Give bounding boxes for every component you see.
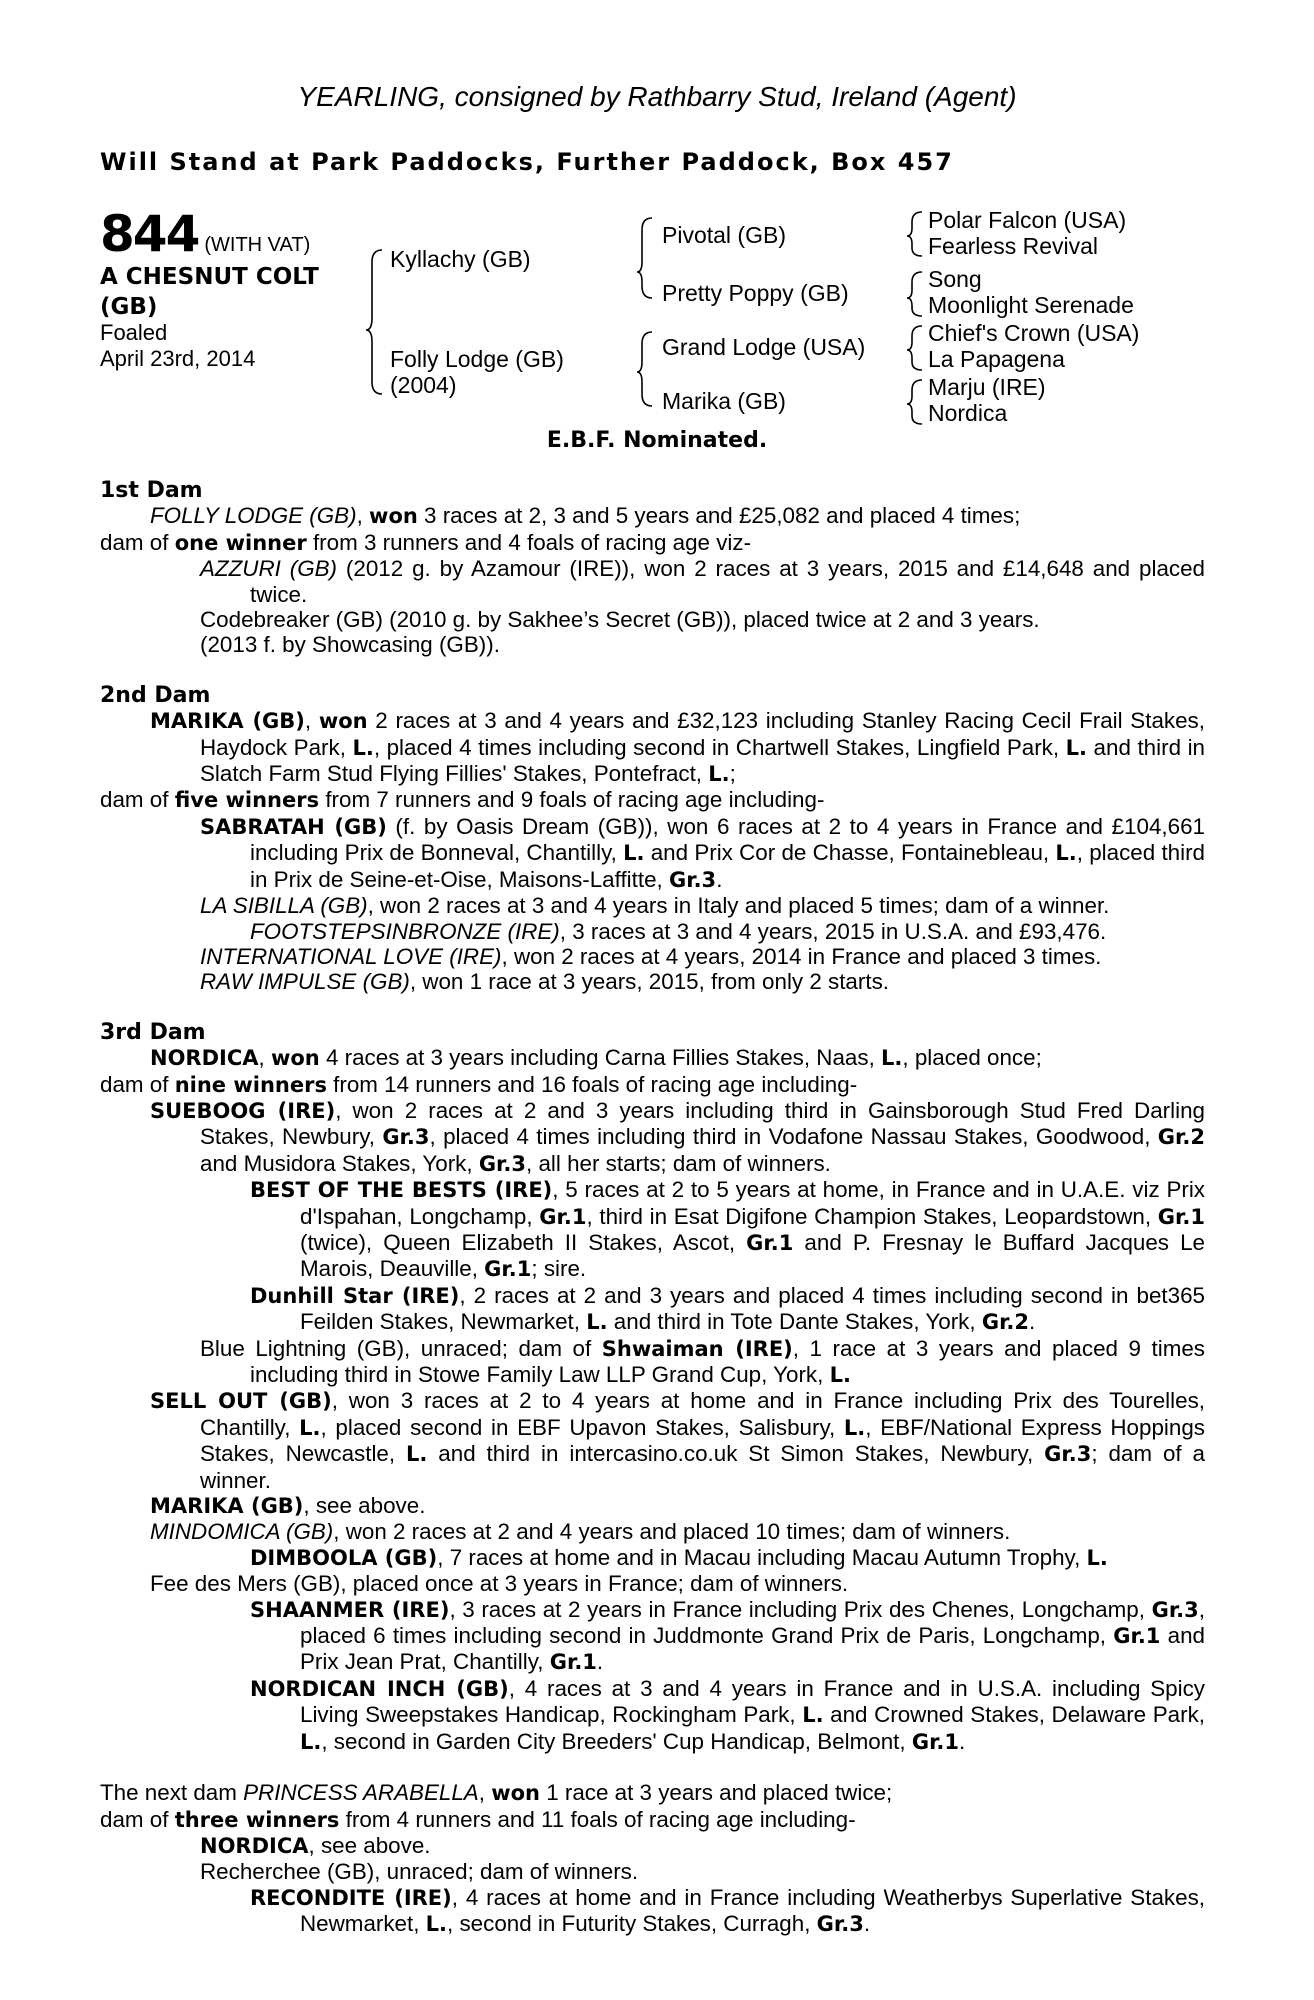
text: . (1029, 1309, 1036, 1335)
produce-entry (100, 1676, 1205, 1755)
produce-entry (100, 1519, 1205, 1544)
text: (2012 g. by Azamour (IRE)), won 2 races at 3 years, 2015 and £14,648 and placed twice. (250, 556, 1205, 607)
text: Blue Lightning (GB), unraced; dam of (200, 1335, 602, 1361)
text: from 3 runners and 4 foals of racing age viz- (306, 529, 752, 555)
text: ; sire. (531, 1256, 587, 1282)
group-label: Gr.3 (1044, 1442, 1092, 1467)
produce-entry (100, 1493, 1205, 1519)
next-dam-summary (100, 1780, 1205, 1806)
text: dam of (100, 1806, 175, 1832)
produce-entry (100, 944, 1205, 969)
won-label: won (270, 1046, 320, 1071)
dam-sire: Grand Lodge (USA) (662, 334, 866, 360)
second-dam-produce-line (100, 787, 1205, 813)
listed-label: L. (708, 762, 730, 787)
text: , see above. (303, 1493, 426, 1519)
text: 1 race at 3 years and placed twice; (539, 1780, 893, 1806)
marika-brace (907, 380, 922, 424)
dam-brace (637, 332, 652, 406)
listed-label: L. (352, 735, 374, 760)
text: and third in Tote Dante Stakes, York, (607, 1309, 982, 1335)
text: dam of (100, 1071, 175, 1097)
text: , placed 6 times including second in Juddmonte Grand Prix de Paris, Longchamp, (300, 1596, 1206, 1649)
listed-label: L. (300, 1729, 322, 1754)
text: ; dam of a winner. (200, 1441, 1206, 1493)
produce-entry (100, 1545, 1205, 1571)
produce-entry (100, 893, 1205, 918)
text: . (596, 1649, 604, 1675)
text: , third in Esat Digifone Champion Stakes, Leopardstown, (586, 1203, 1158, 1229)
text: , 3 races at 3 and 4 years, 2015 in U.S.A. and £93,476. (559, 918, 1107, 944)
sire-name: Kyllachy (GB) (390, 246, 531, 272)
listed-label: L. (299, 1415, 321, 1440)
listed-label: L. (802, 1703, 824, 1728)
horse-name: NORDICA (200, 1833, 309, 1858)
horse-name: SABRATAH (GB) (200, 814, 387, 839)
produce-entry (100, 1283, 1205, 1336)
text: , won 2 races at 2 and 4 years and placed 10 times; dam of winners. (333, 1519, 1011, 1545)
ebf-nomination: E.B.F. Nominated. (546, 428, 768, 453)
horse-name: LA SIBILLA (GB) (200, 893, 368, 919)
foaled-label: Foaled (100, 320, 168, 345)
text: , second in Garden City Breeders' Cup Handicap, Belmont, (321, 1728, 912, 1754)
text: , won 2 races at 2 and 3 years including third in Gainsborough Stud Fred Darling Stakes, Newbury, (200, 1097, 1205, 1150)
text: , (304, 708, 312, 734)
horse-name: RAW IMPULSE (GB) (200, 969, 410, 995)
gg-3: Song (928, 266, 982, 292)
colt-line-1: A CHESNUT COLT (100, 264, 319, 290)
text: , (478, 1780, 492, 1806)
horse-name: SELL OUT (GB) (150, 1389, 332, 1414)
sire-dam: Pretty Poppy (GB) (662, 280, 849, 306)
produce-entry (100, 969, 1205, 994)
winners-count: one winner (174, 530, 307, 555)
produce-entry: (2013 f. by Showcasing (GB)). (200, 632, 500, 658)
gg-8: Nordica (928, 400, 1008, 426)
sire-sire: Pivotal (GB) (662, 222, 786, 248)
produce-entry (100, 1177, 1205, 1283)
text: and third in Slatch Farm Stud Flying Fillies' Stakes, Pontefract, (200, 734, 1205, 787)
spacer (100, 658, 1205, 683)
text: (f. by Oasis Dream (GB)), won 6 races at 2 to 4 years in France and £104,661 including Prix de Bonneval, Chantilly, (250, 813, 1205, 866)
dam-name: Folly Lodge (GB) (390, 346, 564, 372)
group-label: Gr.1 (1113, 1624, 1161, 1649)
text: , 7 races at home and in Macau including Macau Autumn Trophy, (437, 1544, 1087, 1570)
sire-brace (637, 218, 652, 298)
second-dam-summary (100, 708, 1205, 787)
produce-entry: Recherchee (GB), unraced; dam of winners. (200, 1859, 639, 1885)
text: . (716, 866, 723, 892)
text: , see above. (308, 1832, 431, 1858)
horse-name: Shwaiman (IRE) (601, 1336, 793, 1361)
consignor-headline: YEARLING, consigned by Rathbarry Stud, Ireland (Agent) (297, 81, 1017, 112)
third-dam-produce-line (100, 1072, 1205, 1098)
produce-entry: Fee des Mers (GB), placed once at 3 years in France; dam of winners. (150, 1571, 849, 1597)
horse-name: INTERNATIONAL LOVE (IRE) (200, 943, 502, 969)
foaled-date: April 23rd, 2014 (100, 346, 256, 371)
text: , placed 4 times including second in Chartwell Stakes, Lingfield Park, (373, 734, 1066, 760)
spacer (100, 1755, 1205, 1780)
group-label: Gr.1 (484, 1257, 532, 1282)
text: , 4 races at home and in France including Weatherbys Superlative Stakes, Newmarket, (300, 1884, 1205, 1937)
poppy-brace (907, 272, 922, 316)
produce-entry (100, 1833, 1205, 1859)
horse-name: PRINCESS ARABELLA (243, 1780, 479, 1806)
text: dam of (100, 529, 175, 555)
text: . (863, 1911, 871, 1937)
produce-entry (100, 556, 1205, 607)
spacer (100, 995, 1205, 1020)
text: from 4 runners and 11 foals of racing age including- (339, 1806, 856, 1832)
gg-2: Fearless Revival (928, 233, 1098, 259)
group-label: Gr.1 (539, 1204, 587, 1229)
text: , won 2 races at 4 years, 2014 in France and placed 3 times. (501, 943, 1102, 969)
text: from 7 runners and 9 foals of racing age including- (319, 787, 825, 813)
text: and Prix Cor de Chasse, Fontainebleau, (644, 840, 1056, 866)
gg-5: Chief's Crown (USA) (928, 320, 1140, 346)
gg-4: Moonlight Serenade (928, 292, 1134, 318)
text: , placed 4 times including third in Vodafone Nassau Stakes, Goodwood, (429, 1124, 1158, 1150)
horse-name: FOOTSTEPSINBRONZE (IRE) (250, 918, 560, 944)
produce-entry (100, 1336, 1205, 1389)
text: , 1 race at 3 years and placed 9 times including third in Stowe Family Law LLP Grand Cup, York, (250, 1335, 1206, 1387)
listed-label: L. (425, 1912, 448, 1937)
text: and P. Fresnay le Buffard Jacques Le Marois, Deauville, (300, 1229, 1206, 1282)
group-label: Gr.1 (549, 1650, 597, 1675)
horse-name: NORDICA (150, 1046, 259, 1071)
listed-label: L. (623, 841, 645, 866)
next-dam-produce-line (100, 1807, 1205, 1833)
stand-location: Will Stand at Park Paddocks, Further Paddock, Box 457 (100, 148, 954, 176)
text: , second in Futurity Stakes, Curragh, (447, 1911, 817, 1937)
text: , placed once; (902, 1045, 1042, 1071)
produce-entry (100, 1597, 1205, 1676)
text: and Musidora Stakes, York, (200, 1150, 479, 1176)
horse-name: RECONDITE (IRE) (250, 1885, 452, 1910)
text: , 4 races at 3 and 4 years in France and in U.S.A. including Spicy Living Sweepstakes Handicap, Rockingham Park, (300, 1675, 1205, 1728)
horse-name: BEST OF THE BESTS (IRE) (250, 1178, 553, 1203)
text: , won 3 races at 2 to 4 years at home and in France including Prix des Tourelles, Chantilly, (200, 1388, 1205, 1440)
text: , (356, 503, 363, 529)
text: dam of (100, 787, 175, 813)
horse-name: MARIKA (GB) (150, 1494, 304, 1519)
horse-name: AZZURI (GB) (200, 556, 338, 582)
text: (twice), Queen Elizabeth II Stakes, Ascot, (300, 1229, 747, 1255)
text: , 2 races at 2 and 3 years and placed 4 times including second in bet365 Feilden Stakes, Newmarket, (300, 1282, 1205, 1335)
gg-1: Polar Falcon (USA) (928, 207, 1127, 233)
horse-name: SHAANMER (IRE) (250, 1597, 450, 1622)
first-dam-produce-line (100, 530, 1205, 556)
winners-count: nine winners (174, 1072, 327, 1097)
first-dam-heading: 1st Dam (100, 478, 203, 503)
lodge-brace (907, 326, 922, 370)
text: , won 2 races at 3 and 4 years in Italy and placed 5 times; dam of a winner. (367, 893, 1110, 919)
gg-6: La Papagena (928, 346, 1065, 372)
group-label: Gr.1 (746, 1230, 794, 1255)
won-label: won (369, 504, 418, 529)
group-label: Gr.2 (1157, 1125, 1205, 1150)
horse-name: Dunhill Star (IRE) (250, 1283, 460, 1308)
text: and Crowned Stakes, Delaware Park, (823, 1702, 1205, 1728)
sire-dam-brace (366, 250, 382, 394)
produce-entry (100, 1388, 1205, 1493)
dam-year: (2004) (390, 372, 457, 398)
first-dam-summary (100, 503, 1205, 529)
text: , all her starts; dam of winners. (526, 1150, 831, 1176)
group-label: Gr.3 (382, 1125, 430, 1150)
text: , placed third in Prix de Seine-et-Oise, Maisons-Laffitte, (250, 840, 1206, 892)
pedigree-notes (100, 478, 1205, 1938)
text: The next dam (100, 1780, 244, 1806)
third-dam-heading: 3rd Dam (100, 1019, 206, 1045)
text: , won 1 race at 3 years, 2015, from only 2 starts. (409, 969, 889, 995)
produce-entry: Codebreaker (GB) (2010 g. by Sakhee’s Secret (GB)), placed twice at 2 and 3 years. (200, 607, 1040, 633)
text: ; (729, 761, 736, 787)
third-dam-summary (100, 1045, 1205, 1071)
text: , 5 races at 2 to 5 years at home, in France and in U.A.E. viz Prix d'Ispahan, Longchamp, (300, 1177, 1205, 1229)
group-label: Gr.1 (1157, 1204, 1205, 1229)
listed-label: L. (1086, 1545, 1108, 1570)
text: , (258, 1045, 271, 1071)
group-label: Gr.3 (1151, 1597, 1199, 1622)
text: , EBF/National Express Hoppings Stakes, Newcastle, (200, 1414, 1205, 1467)
winners-count: three winners (174, 1807, 340, 1832)
listed-label: L. (586, 1310, 608, 1335)
second-dam-heading: 2nd Dam (100, 682, 211, 708)
listed-label: L. (843, 1415, 866, 1440)
gg-7: Marju (IRE) (928, 374, 1046, 400)
produce-entry (100, 1885, 1205, 1938)
won-label: won (318, 709, 368, 734)
vat-note: (WITH VAT) (204, 234, 311, 256)
horse-name: NORDICAN INCH (GB) (250, 1676, 509, 1701)
horse-name: MINDOMICA (GB) (150, 1519, 334, 1545)
produce-entry (100, 919, 1205, 944)
produce-entry (100, 1098, 1205, 1177)
horse-name: SUEBOOG (IRE) (150, 1098, 336, 1123)
text: 3 races at 2, 3 and 5 years and £25,082 and placed 4 times; (417, 503, 1021, 529)
listed-label: L. (881, 1046, 903, 1071)
pivotal-brace (907, 212, 922, 256)
text: and third in intercasino.co.uk St Simon Stakes, Newbury, (427, 1441, 1045, 1467)
group-label: Gr.3 (478, 1151, 527, 1176)
colt-line-2: (GB) (100, 294, 158, 320)
group-label: Gr.1 (911, 1729, 960, 1754)
text: 2 races at 3 and 4 years and £32,123 including Stanley Racing Cecil Frail Stakes, Haydock Park, (200, 708, 1205, 760)
listed-label: L. (1065, 735, 1088, 760)
group-label: Gr.2 (981, 1310, 1030, 1335)
text: from 14 runners and 16 foals of racing age including- (326, 1071, 858, 1097)
produce-entry (100, 814, 1205, 893)
listed-label: L. (1055, 841, 1077, 866)
text: . (959, 1728, 966, 1754)
text: , 3 races at 2 years in France including Prix des Chenes, Longchamp, (449, 1596, 1152, 1622)
text: 4 races at 3 years including Carna Fillies Stakes, Naas, (319, 1045, 882, 1071)
lot-number: 844 (100, 205, 199, 263)
won-label: won (491, 1781, 540, 1806)
horse-name: DIMBOOLA (GB) (250, 1545, 438, 1570)
text: and Prix Jean Prat, Chantilly, (300, 1623, 1205, 1675)
listed-label: L. (406, 1442, 428, 1467)
horse-name: FOLLY LODGE (GB) (150, 503, 357, 529)
text: , placed second in EBF Upavon Stakes, Salisbury, (320, 1414, 844, 1440)
group-label: Gr.3 (668, 867, 717, 892)
winners-count: five winners (174, 788, 320, 813)
listed-label: L. (829, 1363, 851, 1387)
horse-name: MARIKA (GB) (150, 709, 305, 734)
group-label: Gr.3 (816, 1912, 864, 1937)
dam-dam: Marika (GB) (662, 388, 786, 414)
